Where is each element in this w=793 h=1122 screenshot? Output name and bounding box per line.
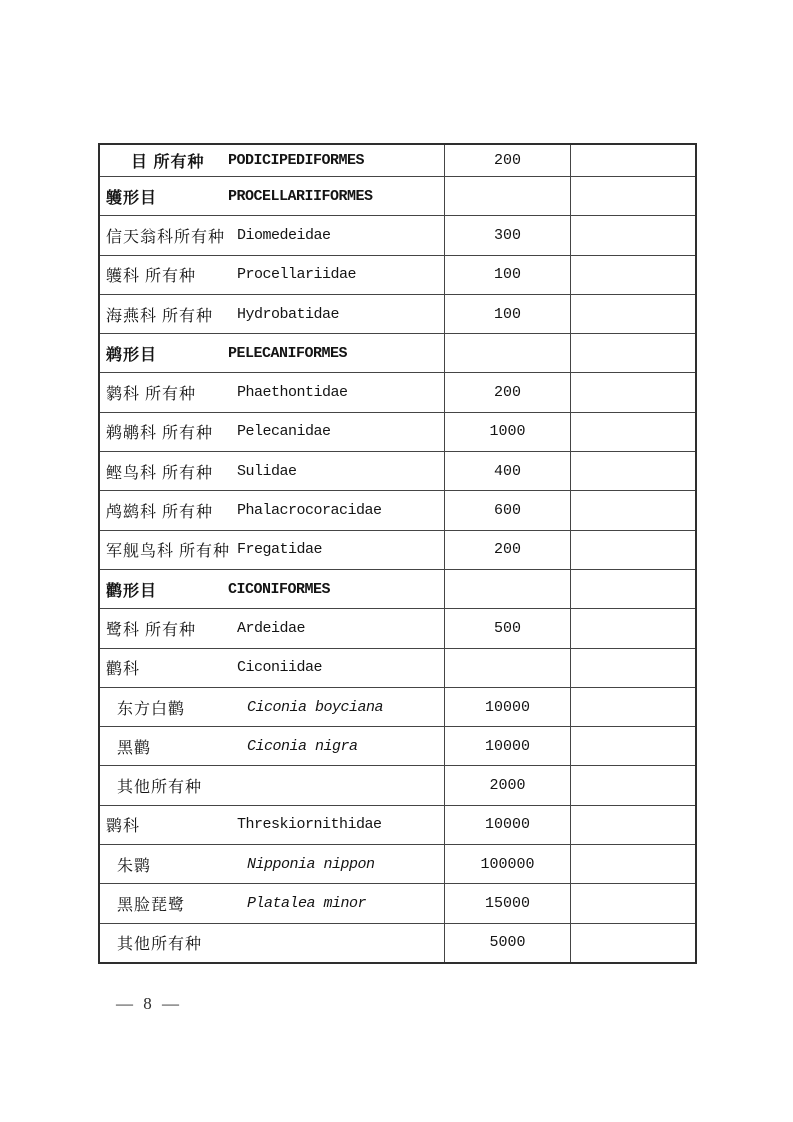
table-row: [100, 333, 695, 372]
remark-cell: [571, 688, 695, 726]
latin-name: PODICIPEDIFORMES: [228, 152, 365, 169]
chinese-name: 鹭科 所有种: [106, 621, 197, 639]
table-row: [100, 530, 695, 569]
name-cell: [100, 688, 445, 726]
page-number: — 8 —: [116, 994, 182, 1013]
table-row: [100, 883, 695, 922]
remark-cell: [571, 413, 695, 451]
remark-cell: [571, 845, 695, 883]
value-text: 2000: [489, 777, 526, 795]
value-cell: [445, 177, 571, 215]
remark-cell: [571, 177, 695, 215]
latin-name: Pelecanidae: [237, 423, 331, 441]
value-text: 200: [493, 152, 521, 169]
chinese-name: 鹳科: [106, 661, 141, 679]
name-cell: [100, 373, 445, 411]
table-row: [100, 372, 695, 411]
remark-cell: [571, 452, 695, 490]
value-cell: [445, 649, 571, 687]
remark-cell: [571, 216, 695, 254]
value-cell: [445, 531, 571, 569]
remark-cell: [571, 924, 695, 962]
remark-cell: [571, 145, 695, 176]
value-text: 100: [493, 305, 521, 323]
value-text: 10000: [484, 737, 530, 755]
remark-cell: [571, 884, 695, 922]
name-cell: [100, 334, 445, 372]
latin-name: Hydrobatidae: [237, 305, 340, 323]
value-cell: [445, 884, 571, 922]
value-cell: [445, 256, 571, 294]
remark-cell: [571, 766, 695, 804]
chinese-name: 其他所有种: [117, 936, 203, 954]
table-row: [100, 176, 695, 215]
value-cell: [445, 688, 571, 726]
value-text: 300: [493, 226, 521, 244]
name-cell: [100, 216, 445, 254]
value-cell: [445, 452, 571, 490]
value-text: 600: [493, 502, 521, 520]
table-row: [100, 608, 695, 647]
latin-name: Ciconiidae: [237, 659, 323, 677]
remark-cell: [571, 491, 695, 529]
latin-name: Nipponia nippon: [247, 855, 375, 873]
name-cell: [100, 727, 445, 765]
table-row: [100, 490, 695, 529]
remark-cell: [571, 256, 695, 294]
latin-name: Ciconia boyciana: [247, 698, 384, 716]
table-row: [100, 805, 695, 844]
value-text: 100000: [480, 855, 535, 873]
value-cell: [445, 491, 571, 529]
name-cell: [100, 649, 445, 687]
remark-cell: [571, 609, 695, 647]
table-row: [100, 451, 695, 490]
chinese-name: 海燕科 所有种: [106, 307, 214, 325]
latin-name: CICONIFORMES: [228, 580, 331, 598]
chinese-name: 鸬鹚科 所有种: [106, 504, 214, 522]
table-row: [100, 412, 695, 451]
value-text: 400: [493, 462, 521, 480]
remark-cell: [571, 570, 695, 608]
table-row: [100, 145, 695, 176]
name-cell: [100, 845, 445, 883]
value-text: 100: [493, 266, 521, 284]
chinese-name: 鹱形目: [106, 189, 158, 207]
remark-cell: [571, 806, 695, 844]
chinese-name: 鹳形目: [106, 582, 158, 600]
value-cell: [445, 570, 571, 608]
value-cell: [445, 924, 571, 962]
name-cell: [100, 452, 445, 490]
table-row: [100, 569, 695, 608]
table-row: [100, 294, 695, 333]
chinese-name: 其他所有种: [117, 779, 203, 797]
remark-cell: [571, 649, 695, 687]
value-text: 10000: [484, 698, 530, 716]
value-cell: [445, 413, 571, 451]
latin-name: Ciconia nigra: [247, 737, 358, 755]
table-row: [100, 255, 695, 294]
name-cell: [100, 570, 445, 608]
latin-name: PROCELLARIIFORMES: [228, 187, 373, 205]
latin-name: Phaethontidae: [237, 384, 348, 402]
chinese-name: 东方白鹳: [117, 700, 186, 718]
value-text: 200: [493, 384, 521, 402]
chinese-name: 黑脸琵鹭: [117, 896, 186, 914]
chinese-name: 朱鹮: [117, 857, 152, 875]
name-cell: [100, 177, 445, 215]
value-cell: [445, 806, 571, 844]
chinese-name: 军舰鸟科 所有种: [106, 543, 231, 561]
name-cell: [100, 766, 445, 804]
table-row: [100, 923, 695, 962]
name-cell: [100, 491, 445, 529]
remark-cell: [571, 295, 695, 333]
value-cell: [445, 295, 571, 333]
chinese-name: 鲣鸟科 所有种: [106, 464, 214, 482]
table-row: [100, 726, 695, 765]
latin-name: Fregatidae: [237, 541, 323, 559]
value-text: 1000: [489, 423, 526, 441]
remark-cell: [571, 727, 695, 765]
table-row: [100, 765, 695, 804]
name-cell: [100, 531, 445, 569]
table-row: [100, 687, 695, 726]
name-cell: [100, 295, 445, 333]
remark-cell: [571, 373, 695, 411]
name-cell: [100, 145, 445, 176]
value-text: 500: [493, 619, 521, 637]
name-cell: [100, 884, 445, 922]
chinese-name: 目 所有种: [131, 154, 205, 171]
latin-name: Procellariidae: [237, 266, 357, 284]
value-cell: [445, 727, 571, 765]
table-row: [100, 648, 695, 687]
value-cell: [445, 609, 571, 647]
chinese-name: 鹈鹕科 所有种: [106, 425, 214, 443]
chinese-name: 鹲科 所有种: [106, 386, 197, 404]
value-cell: [445, 845, 571, 883]
species-value-table: [98, 143, 697, 964]
chinese-name: 鹮科: [106, 818, 141, 836]
latin-name: Threskiornithidae: [237, 816, 382, 834]
value-text: 5000: [489, 934, 526, 952]
chinese-name: 信天翁科所有种: [106, 228, 226, 246]
latin-name: Ardeidae: [237, 619, 306, 637]
value-text: 200: [493, 541, 521, 559]
chinese-name: 鹱科 所有种: [106, 268, 197, 286]
table-row: [100, 844, 695, 883]
remark-cell: [571, 531, 695, 569]
latin-name: Diomedeidae: [237, 226, 331, 244]
name-cell: [100, 924, 445, 962]
chinese-name: 鹈形目: [106, 346, 158, 364]
value-cell: [445, 145, 571, 176]
value-text: 10000: [484, 816, 530, 834]
name-cell: [100, 413, 445, 451]
value-text: 15000: [484, 894, 530, 912]
latin-name: PELECANIFORMES: [228, 344, 348, 362]
latin-name: Phalacrocoracidae: [237, 502, 382, 520]
value-cell: [445, 334, 571, 372]
value-cell: [445, 766, 571, 804]
latin-name: Platalea minor: [247, 894, 367, 912]
name-cell: [100, 806, 445, 844]
value-cell: [445, 373, 571, 411]
value-cell: [445, 216, 571, 254]
name-cell: [100, 256, 445, 294]
chinese-name: 黑鹳: [117, 739, 152, 757]
remark-cell: [571, 334, 695, 372]
table-row: [100, 215, 695, 254]
name-cell: [100, 609, 445, 647]
latin-name: Sulidae: [237, 462, 297, 480]
